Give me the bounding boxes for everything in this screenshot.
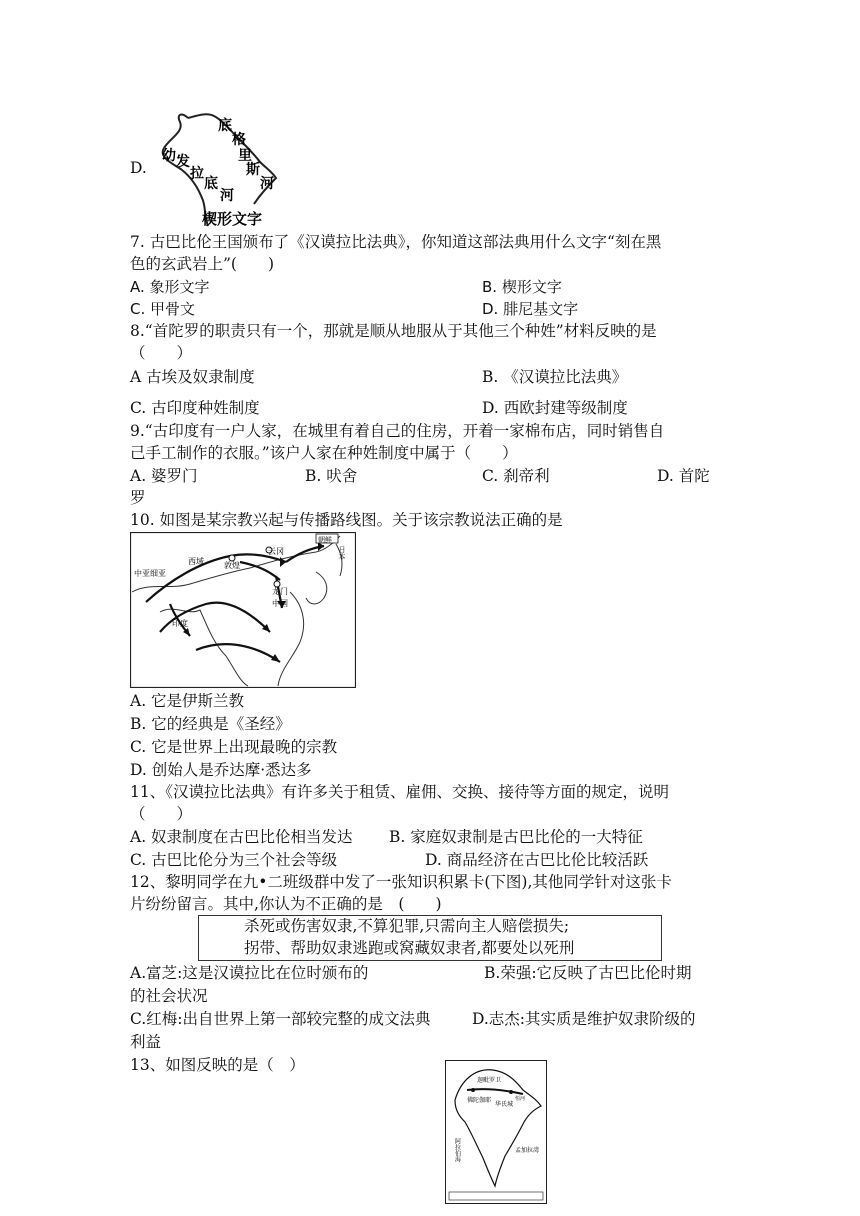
q8-stem-line1: 8.“首陀罗的职责只有一个，那就是顺从地服从于其他三个种姓”材料反映的是 [130,322,657,340]
india-map-label-kapilavastu: 迦毗罗卫 [477,1077,502,1084]
q11-stem-line1: 11、《汉谟拉比法典》有许多关于租赁、雇佣、交换、接待等方面的规定，说明 [130,783,669,801]
river-caption: 楔形文字 [202,210,263,228]
river-left-char-5: 河 [220,188,234,204]
india-map-label-river: 恒河 [515,1096,526,1102]
river-right-char-2: 格 [232,132,246,148]
q11-option-a[interactable]: A. 奴隶制度在古巴比伦相当发达 [130,828,353,846]
q10-option-d[interactable]: D. 创始人是乔达摩·悉达多 [130,761,312,779]
map-label-central-asia: 中亚细亚 [134,569,166,578]
q11-stem-line2: （ ） [130,805,193,823]
q9-option-c[interactable]: C. 刹帝利 [482,467,550,485]
map-label-yungang: 云冈 [268,547,284,556]
q12-option-a[interactable]: A.富芝:这是汉谟拉比在位时颁布的 [130,964,369,982]
q12-option-b-line1[interactable]: B.荣强:它反映了古巴比伦时期 [484,964,692,982]
map-label-china: 中国 [272,599,288,608]
q7-stem-line2: 色的玄武岩上”( ) [130,255,275,273]
q9-option-a[interactable]: A. 婆罗门 [130,467,198,485]
map-label-longmen: 龙门 [272,587,288,596]
india-map [445,1060,547,1204]
q8-option-b[interactable]: B. 《汉谟拉比法典》 [482,368,628,386]
q12-option-b-line2: 的社会状况 [130,987,208,1005]
q13-stem: 13、如图反映的是（ ） [130,1056,305,1074]
india-map-label-kashi: 华氏城 [495,1101,514,1108]
q7-stem-line1: 7. 古巴比伦王国颁布了《汉谟拉比法典》，你知道这部法典用什么文字“刻在黑 [130,233,662,251]
q7-option-c[interactable]: C. 甲骨文 [130,300,196,318]
q11-option-c[interactable]: C. 古巴比伦分为三个社会等级 [130,851,338,869]
q11-option-d[interactable]: D. 商品经济在古巴比伦比较活跃 [425,851,649,869]
q9-stem-line1: 9.“古印度有一户人家，在城里有着自己的住房，开着一家棉布店，同时销售自 [130,422,665,440]
q7-option-a[interactable]: A. 象形文字 [130,278,210,296]
river-right-char-1: 底 [218,118,232,134]
q9-stem-line2: 己手工制作的衣服。”该户人家在种姓制度中属于（ ） [130,444,518,462]
map-label-dunhuang: 敦煌 [224,561,240,570]
q12-option-d-line2: 利益 [130,1033,162,1051]
q10-option-c[interactable]: C. 它是世界上出现最晚的宗教 [130,738,338,756]
knowledge-card-line1: 杀死或伤害奴隶,不算犯罪,只需向主人赔偿损失; [244,917,570,935]
q10-option-b[interactable]: B. 它的经典是《圣经》 [130,715,291,733]
map-label-japan: 日本 [338,546,346,560]
map-label-korea: 朝鲜 [318,536,332,544]
q9-option-d-line2: 罗 [130,489,146,507]
q10-option-a[interactable]: A. 它是伊斯兰教 [130,692,245,710]
map-label-india: 印度 [172,619,188,628]
q6-option-d-label: D. [130,159,147,177]
buddhism-spread-map [130,532,356,688]
map-label-western-regions: 西域 [188,557,204,566]
q10-stem: 10. 如图是某宗教兴起与传播路线图。关于该宗教说法正确的是 [130,511,563,529]
q9-option-d-line1[interactable]: D. 首陀 [657,467,710,485]
q8-option-a[interactable]: A 古埃及奴隶制度 [130,368,255,386]
india-map-label-gaya: 佛陀伽耶 [467,1097,492,1104]
river-left-char-1: 幼 [162,148,176,164]
q9-option-b[interactable]: B. 吠舍 [305,467,358,485]
river-right-char-3: 里 [238,148,252,164]
india-map-label-bengal: 孟加拉湾 [515,1147,540,1154]
q12-option-d-line1[interactable]: D.志杰:其实质是维护奴隶阶级的 [472,1010,696,1028]
q12-stem-line1: 12、黎明同学在九•二班级群中发了一张知识积累卡(下图),其他同学针对这张卡 [130,873,672,891]
india-map-label-arabian-sea: 阿拉伯海 [453,1138,461,1162]
river-left-char-3: 拉 [190,166,204,182]
river-right-char-5: 河 [260,176,274,192]
q8-stem-line2: （ ） [130,344,193,362]
q11-option-b[interactable]: B. 家庭奴隶制是古巴比伦的一大特征 [389,828,643,846]
q8-option-d[interactable]: D. 西欧封建等级制度 [482,399,628,417]
q6-river-image [150,108,285,230]
river-right-char-4: 斯 [246,162,260,178]
q7-option-b[interactable]: B. 楔形文字 [482,278,562,296]
q12-option-c[interactable]: C.红梅:出自世界上第一部较完整的成文法典 [130,1010,431,1028]
river-left-char-4: 底 [204,176,218,192]
river-left-char-2: 发 [176,154,190,170]
knowledge-card-line2: 拐带、帮助奴隶逃跑或窝藏奴隶者,都要处以死刑 [244,939,575,957]
q8-option-c[interactable]: C. 古印度种姓制度 [130,399,260,417]
q12-stem-line2: 片纷纷留言。其中,你认为不正确的是 ( ) [130,895,442,913]
q7-option-d[interactable]: D. 腓尼基文字 [482,300,579,318]
